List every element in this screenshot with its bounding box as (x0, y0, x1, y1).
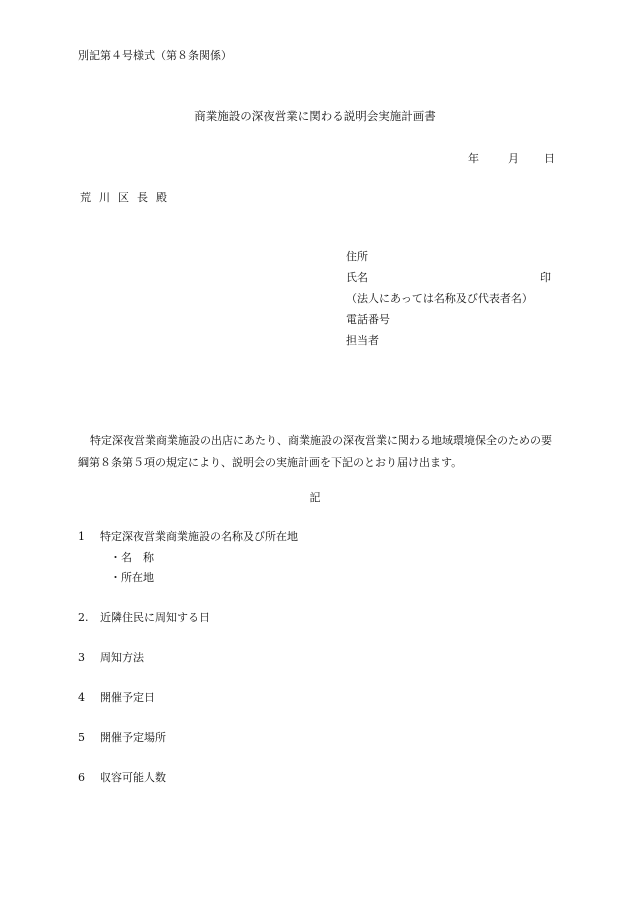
item-number: 4 (78, 691, 85, 704)
applicant-block (346, 250, 551, 355)
sub-item-location: ・所在地 (110, 571, 154, 584)
item-1 (78, 530, 298, 544)
corporation-note: （法人にあっては名称及び代表者名） (346, 292, 533, 305)
corporation-note-row (346, 292, 551, 313)
seal-label: 印 (540, 271, 551, 284)
item-label: 開催予定場所 (100, 731, 166, 744)
sub-item-name: ・名 称 (110, 551, 154, 564)
item-number: 5 (78, 731, 85, 744)
recipient: 荒川区長殿 (80, 191, 175, 204)
item-3 (78, 651, 144, 665)
contact-row (346, 334, 551, 355)
name-row (346, 271, 551, 292)
item-number: 3 (78, 651, 85, 664)
ki-heading: 記 (309, 491, 321, 504)
date-month: 月 (508, 152, 519, 165)
item-label: 収容可能人数 (100, 771, 166, 784)
form-id: 別記第４号様式（第８条関係） (78, 49, 232, 62)
item-4 (78, 691, 155, 705)
item-number: 2. (78, 611, 89, 624)
item-5 (78, 731, 166, 745)
item-number: 1 (78, 530, 85, 543)
phone-row (346, 313, 551, 334)
date-day: 日 (544, 152, 555, 165)
document-title: 商業施設の深夜営業に関わる説明会実施計画書 (194, 109, 436, 123)
phone-label: 電話番号 (346, 313, 390, 326)
date-year: 年 (468, 152, 479, 165)
item-label: 開催予定日 (100, 691, 155, 704)
item-label: 周知方法 (100, 651, 144, 664)
name-label: 氏名 (346, 271, 368, 284)
item-label: 近隣住民に周知する日 (100, 611, 210, 624)
body-paragraph: 特定深夜営業商業施設の出店にあたり、商業施設の深夜営業に関わる地域環境保全のための要綱第８条第５項の規定により、説明会の実施計画を下記のとおり届け出ます。 (78, 434, 552, 469)
item-2 (78, 611, 210, 625)
item-label: 特定深夜営業商業施設の名称及び所在地 (100, 530, 298, 543)
item-number: 6 (78, 771, 85, 784)
address-row (346, 250, 551, 271)
date-line (468, 152, 555, 166)
address-label: 住所 (346, 250, 368, 263)
contact-label: 担当者 (346, 334, 379, 347)
item-6 (78, 771, 166, 785)
